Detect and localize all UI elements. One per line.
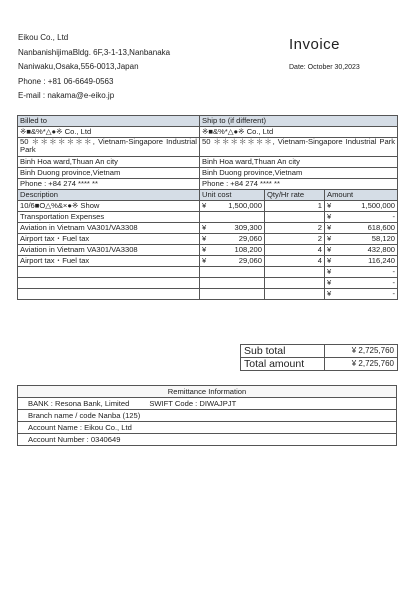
item-rows [18,201,398,300]
unit-cost-header: Unit cost [200,190,265,201]
currency-symbol: ¥ [327,234,332,243]
remittance-table [17,385,397,446]
billing-row [18,179,398,190]
amount-header: Amount [325,190,398,201]
ship-phone: Phone : +84 274 **** ** [200,179,398,190]
sender-email: E-mail : nakama@e-eiko.jp [18,91,115,101]
item-unit-cost-cell [200,278,265,289]
remittance-row [18,434,397,446]
subtotal-label: Sub total [241,345,325,358]
item-description: 10/6■O△%&×●※ Show [18,201,200,212]
description-header: Description [18,190,200,201]
currency-symbol: ¥ [327,201,332,210]
ship-ward: Binh Hoa ward,Thuan An city [200,157,398,168]
item-row [18,289,398,300]
sender-block [18,31,170,104]
currency-symbol: ¥ [327,267,332,276]
item-amount: 432,800 [367,245,396,254]
sender-address-line-1: NanbanishijimaBldg. 6F,3-1-13,Nanbanaka [18,47,171,57]
item-row [18,212,398,223]
remittance-row [18,410,397,422]
invoice-title: Invoice [289,36,341,53]
item-amount-cell [325,267,398,278]
item-row [18,234,398,245]
item-qty: 4 [265,256,325,267]
remittance-row [18,422,397,434]
remittance-title: Remittance Information [18,386,397,398]
remittance-header-row [18,386,397,398]
item-unit-cost-cell [200,212,265,223]
billed-company: ※■&%*△●※ Co., Ltd [18,127,200,138]
item-row [18,201,398,212]
item-amount-cell [325,234,398,245]
billing-row [18,138,398,157]
total-row [241,358,398,371]
item-amount-cell [325,245,398,256]
item-amount: 618,600 [367,223,396,232]
billed-to-header: Billed to [18,116,200,127]
currency-symbol: ¥ [327,245,332,254]
currency-symbol: ¥ [327,223,332,232]
currency-symbol: ¥ [327,278,332,287]
invoice-date: Date: October 30,2023 [289,64,360,71]
billed-phone: Phone : +84 274 **** ** [18,179,200,190]
item-unit-cost: 309,300 [234,223,262,232]
item-amount-cell [325,278,398,289]
item-qty: 2 [265,234,325,245]
currency-symbol: ¥ [327,256,332,265]
item-qty [265,278,325,289]
remittance-bank-cell [18,398,397,410]
ship-province: Binh Duong province,Vietnam [200,168,398,179]
item-row [18,267,398,278]
currency-symbol: ¥ [202,201,207,210]
item-amount: 1,500,000 [361,201,396,210]
total-label: Total amount [241,358,325,371]
invoice-table [17,115,398,300]
item-amount-cell [325,223,398,234]
item-amount: 116,240 [368,256,396,265]
item-qty: 1 [265,201,325,212]
item-unit-cost-cell [200,256,265,267]
item-qty [265,267,325,278]
item-unit-cost: 1,500,000 [228,201,262,210]
billing-row [18,157,398,168]
item-row [18,256,398,267]
item-description: Aviation in Vietnam VA301/VA3308 [18,223,200,234]
item-description: Transportation Expenses [18,212,200,223]
item-unit-cost: 29,060 [238,256,262,265]
item-unit-cost: 29,060 [238,234,262,243]
item-description [18,278,200,289]
item-unit-cost-cell [200,289,265,300]
item-qty: 4 [265,245,325,256]
bank-name: BANK : Resona Bank, Limited [28,399,130,408]
remittance-row [18,398,397,410]
account-number: Account Number : 0340649 [18,434,397,446]
subtotal-row [241,345,398,358]
item-description: Airport tax・Fuel tax [18,234,200,245]
item-amount-cell [325,289,398,300]
items-header-row [18,190,398,201]
currency-symbol: ¥ [327,289,332,298]
account-name: Account Name : Eikou Co., Ltd [18,422,397,434]
item-row [18,245,398,256]
sender-phone: Phone : +81 06-6649-0563 [18,76,114,86]
sender-company: Eikou Co., Ltd [18,33,69,42]
sender-address-line-2: Naniwaku,Osaka,556-0013,Japan [18,62,139,72]
item-description: Aviation in Vietnam VA301/VA3308 [18,245,200,256]
subtotal-value: ¥ 2,725,760 [325,345,398,358]
ship-to-header: Ship to (if different) [200,116,398,127]
billed-street: 50 ＊＊＊＊＊＊＊, Vietnam-Singapore Industrial Park [18,138,200,157]
item-unit-cost-cell [200,201,265,212]
item-qty: 2 [265,223,325,234]
item-description [18,289,200,300]
item-amount: - [392,212,396,221]
item-qty [265,212,325,223]
billed-ward: Binh Hoa ward,Thuan An city [18,157,200,168]
item-unit-cost-cell [200,223,265,234]
item-amount: - [392,278,396,287]
currency-symbol: ¥ [202,245,207,254]
item-unit-cost-cell [200,234,265,245]
item-amount: - [392,267,396,276]
billing-header-row [18,116,398,127]
item-amount-cell [325,256,398,267]
currency-symbol: ¥ [327,212,332,221]
total-value: ¥ 2,725,760 [325,358,398,371]
totals-table [240,344,398,371]
currency-symbol: ¥ [202,256,207,265]
qty-header: Qty/Hr rate [265,190,325,201]
item-qty [265,289,325,300]
billing-row [18,168,398,179]
item-unit-cost-cell [200,267,265,278]
item-row [18,223,398,234]
swift-code: SWIFT Code : DIWAJPJT [149,399,237,408]
billed-province: Binh Duong province,Vietnam [18,168,200,179]
ship-company: ※■&%*△●※ Co., Ltd [200,127,398,138]
item-unit-cost: 108,200 [234,245,262,254]
ship-street: 50 ＊＊＊＊＊＊＊, Vietnam-Singapore Industrial Park [200,138,398,157]
item-amount-cell [325,212,398,223]
item-unit-cost-cell [200,245,265,256]
item-amount: - [392,289,396,298]
branch-info: Branch name / code Nanba (125) [18,410,397,422]
item-amount-cell [325,201,398,212]
item-amount: 58,120 [371,234,396,243]
currency-symbol: ¥ [202,234,207,243]
billing-row [18,127,398,138]
item-description [18,267,200,278]
item-row [18,278,398,289]
item-description: Airport tax・Fuel tax [18,256,200,267]
currency-symbol: ¥ [202,223,207,232]
